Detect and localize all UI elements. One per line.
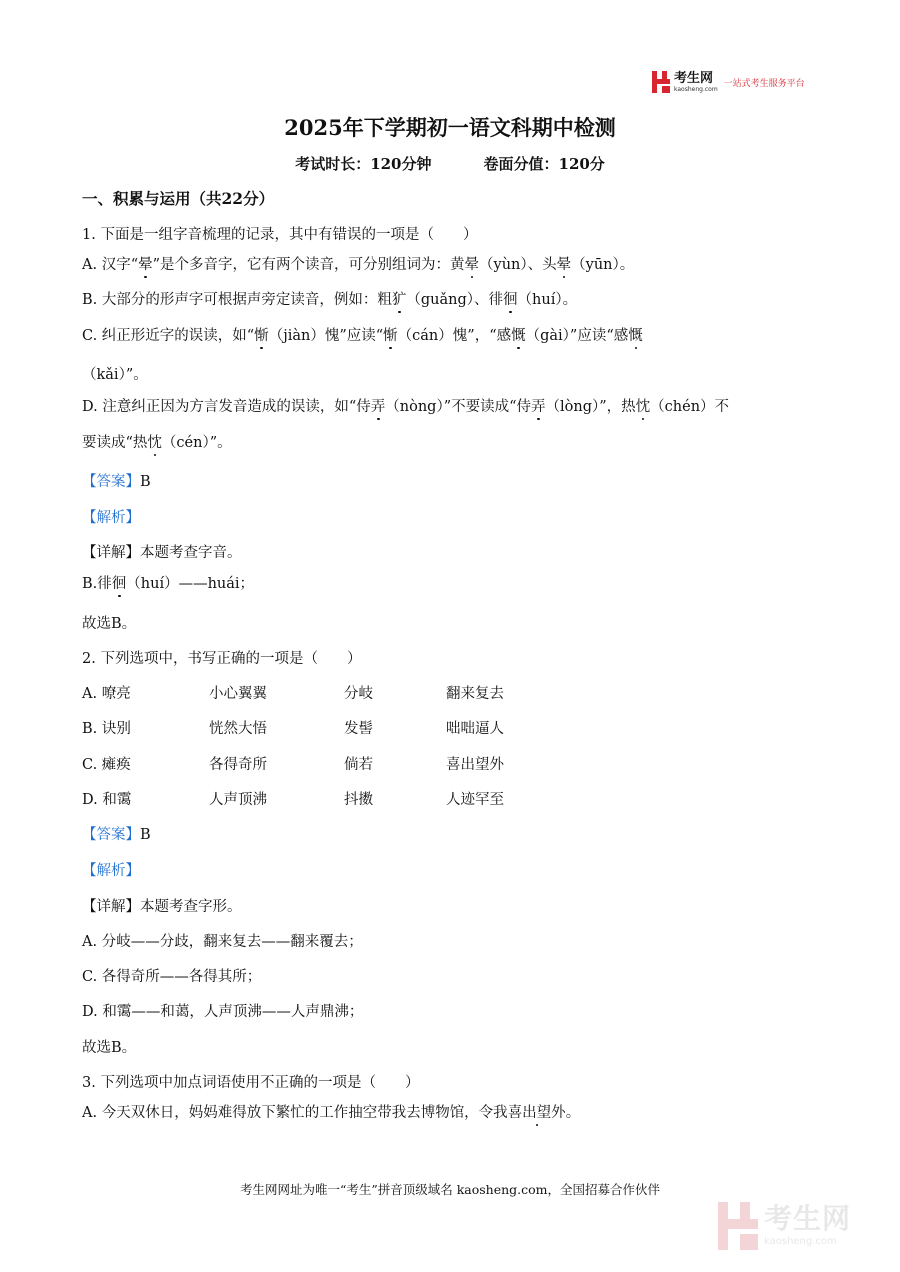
logo-slogan: 一站式考生服务平台	[723, 78, 805, 89]
q1-option-c-cont: （kǎi）”。	[82, 367, 148, 383]
q1-stem: 1. 下面是一组字音梳理的记录，其中有错误的一项是（ ）	[82, 227, 478, 243]
logo-name: 考生网	[674, 70, 714, 86]
page-footer: 考生网网址为唯一“考生”拼音顶级域名 kaosheng.com，全国招募合作伙伴	[239, 1182, 661, 1197]
q1-option-d: D. 注意纠正因为方言发音造成的误读，如“侍弄（nòng）”不要读成“侍弄（lòng）”，热忱（chén）不	[82, 399, 730, 415]
q2-analysis-tag: 【解析】	[82, 863, 140, 879]
q2-detail-line-c: C. 各得奇所——各得其所；	[82, 969, 262, 985]
q1-detail: 【详解】本题考查字音。	[82, 545, 242, 561]
exam-score: 卷面分值：120分	[483, 155, 605, 173]
q1-option-b: B. 大部分的形声字可根据声旁定读音，例如：粗犷（guǎng）、徘徊（huí）。	[82, 292, 578, 308]
watermark-domain: kaosheng.com	[764, 1236, 837, 1247]
q1-option-a: A. 汉字“晕”是个多音字，它有两个读音，可分别组词为：黄晕（yùn）、头晕（yūn）。	[82, 257, 635, 273]
q1-option-d-cont: 要读成“热忱（cén）”。	[82, 435, 232, 451]
q2-detail: 【详解】本题考查字形。	[82, 899, 242, 915]
q1-option-c: C. 纠正形近字的误读，如“惭（jiàn）愧”应读“惭（cán）愧”，“感慨（gài）”应读“感慨	[82, 328, 643, 344]
q2-conclusion: 故选B。	[82, 1040, 137, 1056]
logo-mark-icon	[652, 71, 670, 93]
section-heading: 一、积累与运用（共22分）	[82, 189, 275, 208]
q1-analysis-tag: 【解析】	[82, 510, 140, 526]
exam-duration: 考试时长：120分钟	[295, 155, 432, 173]
watermark-name: 考生网	[764, 1202, 852, 1235]
q1-answer: 【答案】B	[82, 474, 151, 490]
q2-answer: 【答案】B	[82, 827, 151, 843]
watermark-mark-icon	[718, 1202, 758, 1250]
header-logo	[652, 70, 805, 94]
q3-stem: 3. 下列选项中加点词语使用不正确的一项是（ ）	[82, 1075, 420, 1091]
page-title: 2025年下学期初一语文科期中检测	[284, 115, 616, 140]
watermark-logo	[718, 1198, 878, 1254]
logo-domain: kaosheng.com	[674, 85, 718, 93]
q3-option-a: A. 今天双休日，妈妈难得放下繁忙的工作抽空带我去博物馆，令我喜出望外。	[82, 1105, 581, 1121]
q2-detail-line-d: D. 和霭——和蔼，人声顶沸——人声鼎沸；	[82, 1004, 364, 1020]
q1-conclusion: 故选B。	[82, 616, 137, 632]
q2-detail-line-a: A. 分岐——分歧，翻来复去——翻来覆去；	[82, 934, 363, 950]
q1-detail-b: B.徘徊（huí）——huái；	[82, 576, 255, 592]
q2-stem: 2. 下列选项中，书写正确的一项是（ ）	[82, 651, 362, 667]
exam-info	[0, 153, 900, 174]
